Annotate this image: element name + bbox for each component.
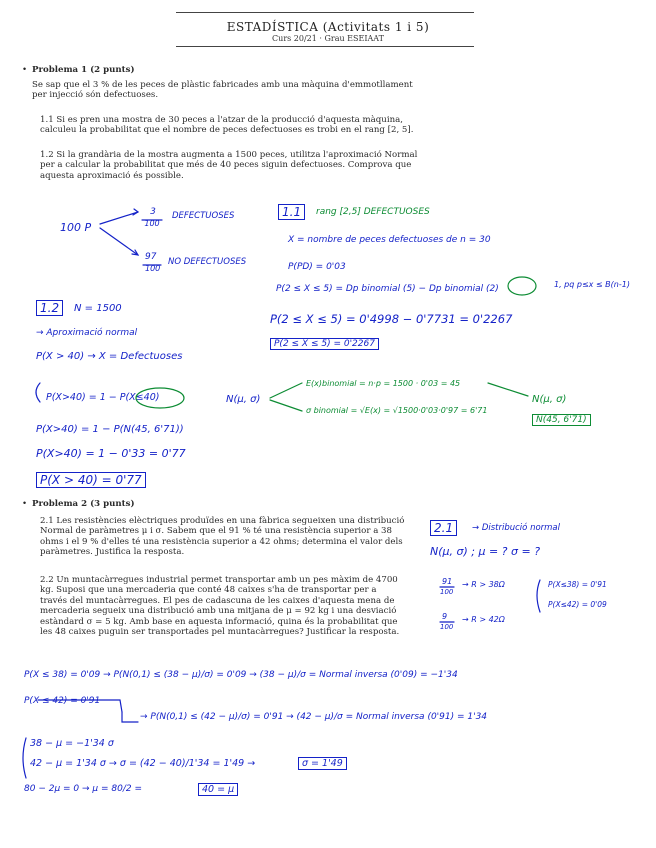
hw-dist: → Distribució normal (472, 523, 561, 533)
hw-f2-den: 100 (440, 623, 454, 631)
problem1-intro: Se sap que el 3 % de les peces de plàstic fabricades amb una màquina d'emmotllament per injecció són defectuoses. (32, 80, 413, 101)
hw-p-result: P(2 ≤ X ≤ 5) = 0'4998 − 0'7731 = 0'2267 (270, 312, 513, 326)
hw-system-1: 38 − μ = −1'34 σ (30, 738, 114, 749)
hw-line-2: P(X ≤ 42) = 0'91 (24, 696, 101, 706)
hw-f1-num: 91 (442, 577, 453, 586)
problem1-question-1-1: 1.1 Si es pren una mostra de 30 peces a l'atzar de la producció d'aquesta màquina, calculeu la probabilitat que el nombre de peces defectuoses es trobi en el rang [2, 5]. (40, 115, 414, 136)
arrow-defectuoses (100, 212, 138, 224)
hw-frac-nodef-den: 100 (145, 264, 161, 273)
hw-mu-sigma: N(μ, σ) ; μ = ? σ = ? (430, 545, 541, 558)
hw-box-1-1: 1.1 (278, 204, 305, 220)
hw-n-mu-sigma-2: N(μ, σ) (532, 394, 567, 405)
hw-sd-x: σ binomial = √E(x) = √1500·0'03·0'97 = 6'71 (306, 406, 488, 415)
hw-x-def: X = nombre de peces defectuoses de n = 30 (288, 235, 491, 245)
circle-dp-binomial-2 (508, 277, 536, 295)
hw-box-1-2: 1.2 (36, 300, 63, 316)
hw-c2: P(X≤42) = 0'09 (548, 600, 607, 609)
page-title: ESTADÍSTICA (Activitats 1 i 5) (226, 20, 430, 34)
hw-system-2: 42 − μ = 1'34 σ → σ = (42 − 40)/1'34 = 1'49 → (30, 758, 256, 769)
hw-c1: P(X≤38) = 0'91 (548, 580, 607, 589)
problem2-question-2-2: 2.2 Un muntacàrregues industrial permet transportar amb un pes màxim de 4700 kg. Suposi que una mercaderia que conté 48 caixes s'ha de transportar per a través del muntacàrregues. El pes de cadascuna de les caixes d'aquesta mena de mercaderia segueix una distribució amb una mitjana de μ = 92 kg i una desviació estàndard σ = 5 kg. Amb base en aquesta informació, quina és la probabilitat que les 48 caixes puguin ser transportades pel muntacàrregues? Justificar la resposta. (40, 575, 400, 638)
hw-box-2-1: 2.1 (430, 520, 457, 536)
hw-f2-num: 9 (442, 612, 448, 621)
hw-complement: P(X>40) = 1 − P(X≤40) (46, 392, 160, 403)
bracket-complement (36, 383, 40, 402)
bracket-system (23, 738, 26, 778)
hw-p-expr: P(2 ≤ X ≤ 5) = Dp binomial (5) − Dp binomial (2) (276, 284, 499, 294)
bullet-icon-2: • (22, 499, 28, 509)
problem2-question-2-1: 2.1 Les resistències elèctriques produïdes en una fàbrica segueixen una distribució Normal de paràmetres μ i σ. Sabem que el 91 % té una resistència superior a 38 ohms i el 9 % d'elles té una resistència superior a 42 ohms; determina el valor dels paràmetres. Justifica la resposta. (40, 516, 405, 558)
arrow-no-defectuoses (100, 228, 138, 255)
problem2-heading: Problema 2 (3 punts) (32, 499, 135, 509)
problem1-question-1-2: 1.2 Si la grandària de la mostra augmenta a 1500 peces, utilitza l'aproximació Normal per a calcular la probabilitat que més de 40 peces siguin defectuoses. Comprova que aquesta aproximació és possible. (40, 150, 418, 181)
problem1-heading: Problema 1 (2 punts) (32, 65, 135, 75)
hw-line-1: P(X ≤ 38) = 0'09 → P(N(0,1) ≤ (38 − μ)/σ) = 0'09 → (38 − μ)/σ = Normal inversa (0'09) = −1'34 (24, 670, 458, 680)
hw-r42: → R > 42Ω (462, 615, 505, 624)
hw-frac-nodef-num: 97 (145, 252, 157, 262)
hw-n-result: N(45, 6'71) (532, 414, 591, 426)
branch-down (270, 400, 302, 411)
hw-p-pd: P(PD) = 0'03 (288, 262, 346, 272)
hw-n-mu-sigma: N(μ, σ) (226, 394, 261, 405)
hw-sigma-box: σ = 1'49 (298, 757, 347, 770)
hw-line-3: → P(N(0,1) ≤ (42 − μ)/σ) = 0'91 → (42 − μ)/σ = Normal inversa (0'91) = 1'34 (140, 712, 488, 722)
hw-frac-def-den: 100 (144, 219, 160, 228)
hw-f1-den: 100 (440, 588, 454, 596)
hw-e-x: E(x)binomial = n·p = 1500 · 0'03 = 45 (306, 379, 461, 388)
hw-r38: → R > 38Ω (462, 580, 505, 589)
hw-p-result-box: P(2 ≤ X ≤ 5) = 0'2267 (270, 338, 379, 350)
hw-p-step2: P(X>40) = 1 − 0'33 = 0'77 (36, 447, 186, 460)
hw-aprox: → Aproximació normal (36, 328, 138, 338)
page-subtitle: Curs 20/21 · Grau ESEIAAT (272, 34, 384, 43)
hw-p-step1: P(X>40) = 1 − P(N(45, 6'71)) (36, 424, 184, 435)
hw-p-final: P(X > 40) = 0'77 (36, 472, 146, 488)
top-rule (176, 12, 474, 13)
arrow-line-3 (122, 712, 138, 722)
hw-mu-box: 40 = μ (198, 783, 238, 796)
arrow-to-n (488, 383, 528, 396)
hw-n-eq: N = 1500 (74, 303, 122, 314)
hw-def-label: DEFECTUOSES (172, 211, 235, 221)
bullet-icon: • (22, 65, 28, 75)
branch-up (270, 383, 302, 398)
hw-100p: 100 P (60, 221, 92, 234)
bottom-rule (176, 46, 474, 47)
hw-system-3: 80 − 2μ = 0 → μ = 80/2 = (24, 784, 143, 794)
hw-binom-note: 1, pq p≤x ≤ B(n-1) (554, 280, 630, 289)
hw-frac-def-num: 3 (150, 207, 156, 217)
hw-rang: rang [2,5] DEFECTUOSES (316, 207, 430, 217)
hw-nodef-label: NO DEFECTUOSES (168, 257, 247, 267)
hw-p-x40: P(X > 40) → X = Defectuoses (36, 351, 183, 362)
bracket-conditions (537, 580, 540, 612)
